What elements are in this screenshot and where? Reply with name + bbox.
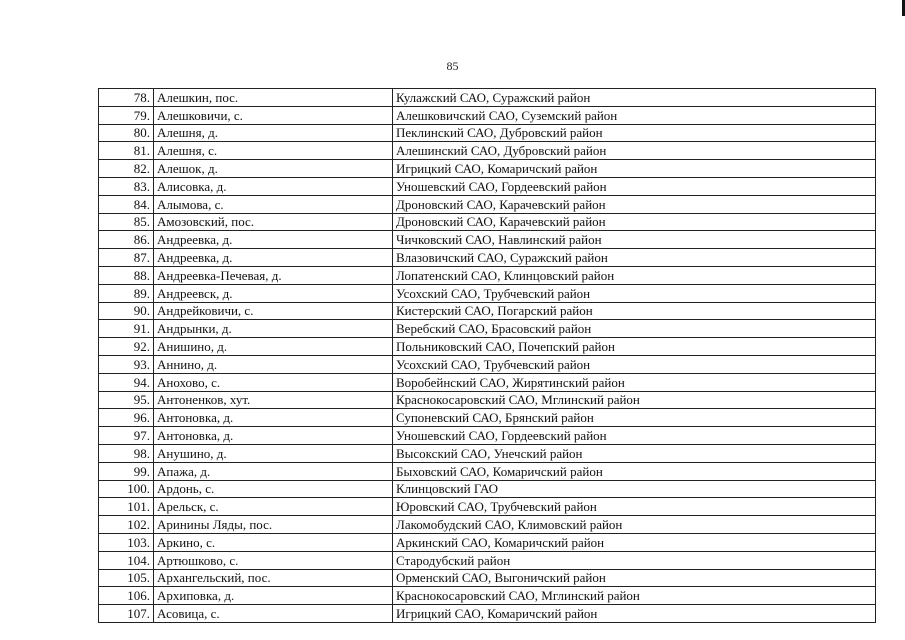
settlement-name: Анишино, д. <box>154 338 393 356</box>
administrative-unit: Алешковичский САО, Суземский район <box>393 106 876 124</box>
administrative-unit: Уношевский САО, Гордеевский район <box>393 177 876 195</box>
row-number: 87. <box>99 249 154 267</box>
settlement-name: Алешня, д. <box>154 124 393 142</box>
administrative-unit: Усохский САО, Трубчевский район <box>393 284 876 302</box>
settlement-name: Анушино, д. <box>154 444 393 462</box>
settlements-table <box>98 88 876 623</box>
row-number: 98. <box>99 444 154 462</box>
table-row <box>99 355 876 373</box>
settlement-name: Андреевка, д. <box>154 231 393 249</box>
settlement-name: Антоненков, хут. <box>154 391 393 409</box>
settlement-name: Арельск, с. <box>154 498 393 516</box>
table-row <box>99 409 876 427</box>
administrative-unit: Аркинский САО, Комаричский район <box>393 533 876 551</box>
page-number: 85 <box>446 59 459 73</box>
administrative-unit: Воробейнский САО, Жирятинский район <box>393 373 876 391</box>
table-row <box>99 373 876 391</box>
administrative-unit: Лакомобудский САО, Климовский район <box>393 516 876 534</box>
table-row <box>99 444 876 462</box>
table-row <box>99 462 876 480</box>
table-row <box>99 266 876 284</box>
administrative-unit: Игрицкий САО, Комаричский район <box>393 605 876 623</box>
administrative-unit: Краснокосаровский САО, Мглинский район <box>393 391 876 409</box>
row-number: 104. <box>99 551 154 569</box>
administrative-unit: Кистерский САО, Погарский район <box>393 302 876 320</box>
row-number: 80. <box>99 124 154 142</box>
settlement-name: Архангельский, пос. <box>154 569 393 587</box>
row-number: 95. <box>99 391 154 409</box>
settlement-name: Архиповка, д. <box>154 587 393 605</box>
settlement-name: Апажа, д. <box>154 462 393 480</box>
row-number: 96. <box>99 409 154 427</box>
table-row <box>99 587 876 605</box>
settlement-name: Андреевка, д. <box>154 249 393 267</box>
table-row <box>99 160 876 178</box>
administrative-unit: Веребский САО, Брасовский район <box>393 320 876 338</box>
row-number: 92. <box>99 338 154 356</box>
settlement-name: Андрейковичи, с. <box>154 302 393 320</box>
row-number: 100. <box>99 480 154 498</box>
settlement-name: Алисовка, д. <box>154 177 393 195</box>
row-number: 90. <box>99 302 154 320</box>
table-row <box>99 284 876 302</box>
row-number: 86. <box>99 231 154 249</box>
administrative-unit: Стародубский район <box>393 551 876 569</box>
row-number: 103. <box>99 533 154 551</box>
settlement-name: Андрынки, д. <box>154 320 393 338</box>
administrative-unit: Клинцовский ГАО <box>393 480 876 498</box>
settlement-name: Аркино, с. <box>154 533 393 551</box>
settlement-name: Андреевка-Печевая, д. <box>154 266 393 284</box>
administrative-unit: Чичковский САО, Навлинский район <box>393 231 876 249</box>
administrative-unit: Юровский САО, Трубчевский район <box>393 498 876 516</box>
table-row <box>99 516 876 534</box>
administrative-unit: Игрицкий САО, Комаричский район <box>393 160 876 178</box>
settlement-name: Алешок, д. <box>154 160 393 178</box>
table-row <box>99 480 876 498</box>
row-number: 101. <box>99 498 154 516</box>
table-row <box>99 213 876 231</box>
settlement-name: Аннино, д. <box>154 355 393 373</box>
administrative-unit: Высокский САО, Унечский район <box>393 444 876 462</box>
row-number: 105. <box>99 569 154 587</box>
row-number: 79. <box>99 106 154 124</box>
settlement-name: Ардонь, с. <box>154 480 393 498</box>
settlement-name: Алешковичи, с. <box>154 106 393 124</box>
row-number: 107. <box>99 605 154 623</box>
administrative-unit: Кулажский САО, Суражский район <box>393 89 876 107</box>
settlement-name: Амозовский, пос. <box>154 213 393 231</box>
row-number: 84. <box>99 195 154 213</box>
table-row <box>99 391 876 409</box>
administrative-unit: Орменский САО, Выгоничский район <box>393 569 876 587</box>
table-row <box>99 124 876 142</box>
table-row <box>99 89 876 107</box>
administrative-unit: Уношевский САО, Гордеевский район <box>393 427 876 445</box>
administrative-unit: Влазовичский САО, Суражский район <box>393 249 876 267</box>
table-row <box>99 338 876 356</box>
administrative-unit: Супоневский САО, Брянский район <box>393 409 876 427</box>
row-number: 93. <box>99 355 154 373</box>
table-row <box>99 302 876 320</box>
administrative-unit: Быховский САО, Комаричский район <box>393 462 876 480</box>
administrative-unit: Пеклинский САО, Дубровский район <box>393 124 876 142</box>
table-row <box>99 498 876 516</box>
table-row <box>99 569 876 587</box>
row-number: 102. <box>99 516 154 534</box>
table-row <box>99 551 876 569</box>
settlement-name: Алешкин, пос. <box>154 89 393 107</box>
settlement-name: Антоновка, д. <box>154 427 393 445</box>
administrative-unit: Алешинский САО, Дубровский район <box>393 142 876 160</box>
settlement-name: Асовица, с. <box>154 605 393 623</box>
administrative-unit: Дроновский САО, Карачевский район <box>393 195 876 213</box>
administrative-unit: Усохский САО, Трубчевский район <box>393 355 876 373</box>
table-row <box>99 320 876 338</box>
row-number: 89. <box>99 284 154 302</box>
row-number: 83. <box>99 177 154 195</box>
administrative-unit: Польниковский САО, Почепский район <box>393 338 876 356</box>
row-number: 82. <box>99 160 154 178</box>
table-body <box>99 89 876 623</box>
table-row <box>99 605 876 623</box>
row-number: 106. <box>99 587 154 605</box>
table-row <box>99 142 876 160</box>
row-number: 91. <box>99 320 154 338</box>
administrative-unit: Краснокосаровский САО, Мглинский район <box>393 587 876 605</box>
table-row <box>99 177 876 195</box>
settlement-name: Артюшково, с. <box>154 551 393 569</box>
administrative-unit: Лопатенский САО, Клинцовский район <box>393 266 876 284</box>
row-number: 97. <box>99 427 154 445</box>
settlement-name: Антоновка, д. <box>154 409 393 427</box>
table-row <box>99 231 876 249</box>
table-row <box>99 533 876 551</box>
table-row <box>99 106 876 124</box>
settlement-name: Алешня, с. <box>154 142 393 160</box>
table-row <box>99 427 876 445</box>
settlement-name: Алымова, с. <box>154 195 393 213</box>
row-number: 88. <box>99 266 154 284</box>
row-number: 81. <box>99 142 154 160</box>
administrative-unit: Дроновский САО, Карачевский район <box>393 213 876 231</box>
settlement-name: Анохово, с. <box>154 373 393 391</box>
row-number: 85. <box>99 213 154 231</box>
row-number: 94. <box>99 373 154 391</box>
row-number: 78. <box>99 89 154 107</box>
row-number: 99. <box>99 462 154 480</box>
settlement-name: Андреевск, д. <box>154 284 393 302</box>
table-row <box>99 195 876 213</box>
settlement-name: Аринины Ляды, пос. <box>154 516 393 534</box>
table-row <box>99 249 876 267</box>
